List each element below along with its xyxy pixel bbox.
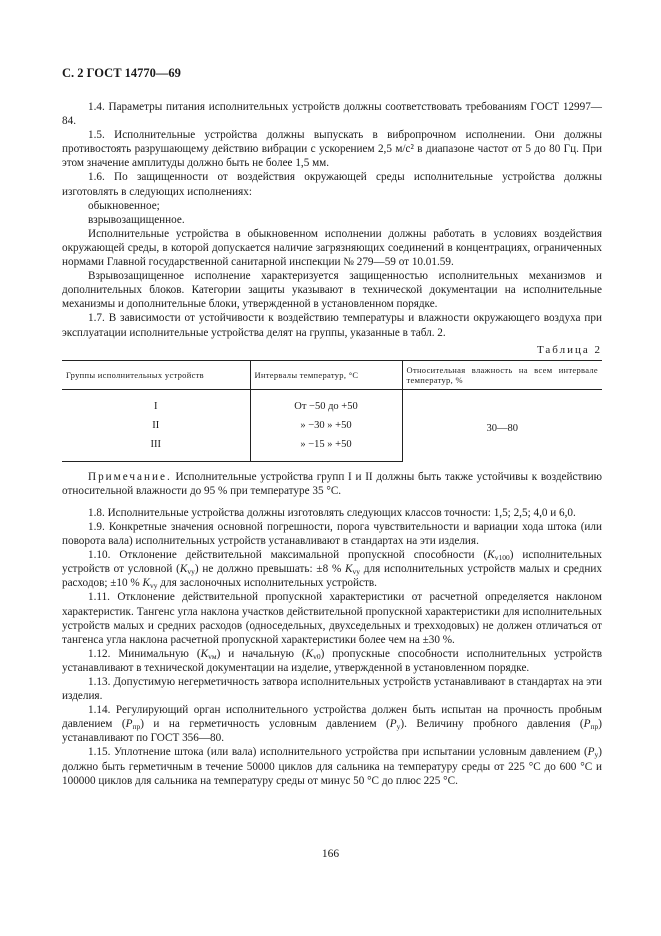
table-note <box>62 470 602 498</box>
text-fragment: ). Величину пробного давления ( <box>400 718 584 731</box>
paragraph-1-6: 1.6. По защищенности от воздействия окружающей среды исполнительные устройства должны изготовлять в следующих исполнениях: <box>62 171 602 198</box>
group-cell: III <box>62 435 250 462</box>
temperature-cell: » −15 » +50 <box>250 435 402 462</box>
subscript: v0 <box>313 651 321 661</box>
paragraph-explosion-proof: Взрывозащищенное исполнение характеризуется защищенностью исполнительных механизмов и дополнительных блоков. Категории защиты указывают в технической документации на исполнительные механизмы и дополнительные блоки, утвержденной в установленном порядке. <box>62 270 602 311</box>
temperature-cell: От −50 до +50 <box>250 389 402 416</box>
text-fragment: для исполнительных устройств малых и средних расходов; ±10 % <box>62 563 602 590</box>
list-item-ordinary: обыкновенное; <box>88 199 160 212</box>
subscript: vу <box>352 567 361 577</box>
paragraph-1-9: 1.9. Конкретные значения основной погрешности, порога чувствительности и вариации хода штока (или поворота вала) исполнительных устройств устанавливают в стандартах на эти изделия. <box>62 520 602 548</box>
paragraph-1-13: 1.13. Допустимую негерметичность затвора исполнительных устройств устанавливают в стандартах на эти изделия. <box>62 676 602 703</box>
text-fragment: ) устанавливают по ГОСТ 356—80. <box>62 718 602 745</box>
paragraph-1-15 <box>62 745 602 787</box>
column-header-groups: Группы исполнительных устройств <box>62 360 250 389</box>
temperature-cell: » −30 » +50 <box>250 416 402 435</box>
text-fragment: 1.14. Регулирующий орган исполнительного устройства должен быть испытан на прочность пробным давлением ( <box>62 704 602 731</box>
subscript: пр <box>590 722 599 732</box>
text-fragment: ) и начальную ( <box>216 647 306 660</box>
paragraph-1-14 <box>62 703 602 745</box>
column-header-temperature: Интервалы температур, °С <box>250 360 402 389</box>
text-fragment: ) пропускные способности исполнительных устройств устанавливают в технической документации на изделие, утвержденной в установленном порядке. <box>62 647 603 674</box>
list-item-explosion-proof: взрывозащищенное. <box>88 213 185 226</box>
paragraph-1-12 <box>62 647 602 675</box>
group-cell: I <box>154 400 158 412</box>
note-text: Исполнительные устройства групп I и II должны быть также устойчивы к воздействию относительной влажности до 95 % при температуре 35 °С. <box>62 470 602 497</box>
paragraph-1-4: 1.4. Параметры питания исполнительных устройств должны соответствовать требованиям ГОСТ 12997—84. <box>62 101 602 128</box>
subscript: vу <box>187 567 195 577</box>
paragraph-1-11: 1.11. Отклонение действительной пропускной характеристики от расчетной определяется наклоном характеристик. Тангенс угла наклона участков действительной пропускной характеристики для исполнительных устройств малых и средних расходов (односедельных, двухседельных и трехходовых) не должен отличаться от тангенса угла наклона расчетной пропускной характеристики более чем на ±30 %. <box>62 591 602 646</box>
subscript: пр <box>132 722 141 732</box>
paragraph-ordinary-execution: Исполнительные устройства в обыкновенном исполнении должны работать в условиях воздействия окружающей среды, в которой допускается наличие загрязняющих соединений в концентрациях, ограниченных нормами Главной государственной санитарной инспекции № 279—59 от 10.01.59. <box>62 227 602 269</box>
text-fragment: ) должно быть герметичным в течение 50000 циклов для сальника на температуру среды от 225 °С до 600 °С и 100000 циклов для сальника на температуру среды от минус 50 °С до плюс 225 °С. <box>62 746 602 787</box>
page-header: С. 2 ГОСТ 14770—69 <box>62 66 181 80</box>
paragraph-1-7: 1.7. В зависимости от устойчивости к воздействию температуры и влажности окружающего воздуха при эксплуатации исполнительные устройства делят на группы, указанные в табл. 2. <box>62 312 602 339</box>
text-fragment: для заслоночных исполнительных устройств. <box>157 577 377 590</box>
subscript: vу <box>150 581 158 591</box>
symbol-p: P <box>389 718 397 731</box>
text-fragment: 1.15. Уплотнение штока (или вала) исполнительного устройства при испытании условным давлением ( <box>88 746 588 759</box>
symbol-k: K <box>200 647 209 660</box>
column-header-humidity: Относительная влажность на всем интервале температур, % <box>402 360 602 389</box>
table-2 <box>62 360 602 462</box>
text-fragment: ) не должно превышать: ±8 % <box>194 563 346 576</box>
page-number: 166 <box>321 848 340 860</box>
text-fragment: 1.10. Отклонение действительной максимальной пропускной способности ( <box>88 549 488 562</box>
paragraph-1-5: 1.5. Исполнительные устройства должны выпускать в вибропрочном исполнении. Они должны противостоять разрушающему действию вибрации с ускорением 2,5 м/с² в диапазоне частот от 5 до 80 Гц. При этом значение амплитуды должно быть не более 1,5 мм. <box>62 129 602 170</box>
symbol-k: K <box>179 563 188 576</box>
document-body <box>62 100 602 788</box>
symbol-p: P <box>587 746 595 759</box>
subscript: v100 <box>494 553 510 563</box>
table-row <box>62 389 602 416</box>
paragraph-1-10 <box>62 548 602 590</box>
text-fragment: ) исполнительных устройств от условной ( <box>62 549 602 576</box>
symbol-k: K <box>305 647 314 660</box>
table-caption: Таблица 2 <box>536 343 602 356</box>
text-fragment: 1.12. Минимальную ( <box>88 647 201 660</box>
symbol-p: P <box>125 718 133 731</box>
subscript: vм <box>208 651 217 661</box>
paragraph-1-8: 1.8. Исполнительные устройства должны изготовлять следующих классов точности: 1,5; 2,5; 4,0 и 6,0. <box>88 506 576 519</box>
symbol-k: K <box>487 549 495 562</box>
symbol-p: P <box>583 718 591 731</box>
subscript: у <box>594 750 599 760</box>
symbol-k: K <box>142 577 150 590</box>
humidity-cell: 30—80 <box>402 389 602 461</box>
note-label: Примечание. <box>88 470 172 483</box>
symbol-k: K <box>345 563 353 576</box>
subscript: у <box>396 722 401 732</box>
group-cell: II <box>152 419 160 431</box>
text-fragment: ) и на герметичность условным давлением ( <box>140 718 390 731</box>
